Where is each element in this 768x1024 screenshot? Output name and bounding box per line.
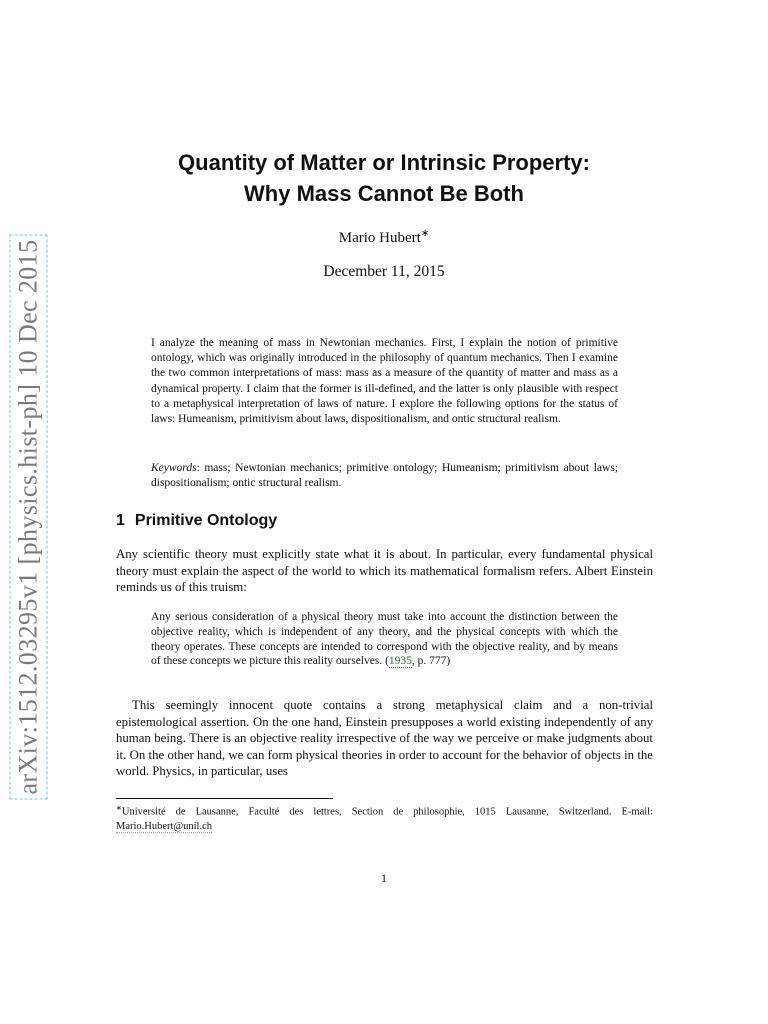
author-footnote-mark[interactable]: ∗: [420, 228, 430, 239]
author-name: Mario Hubert: [338, 230, 421, 246]
einstein-quote: [151, 610, 618, 669]
title-line-2: Why Mass Cannot Be Both: [244, 181, 524, 206]
arxiv-identifier[interactable]: arXiv:1512.03295v1 [physics.hist-ph] 10 Dec 2015: [10, 234, 48, 799]
publication-date: December 11, 2015: [323, 263, 445, 280]
quote-cite-rest: , p. 777): [411, 655, 451, 668]
citation-link[interactable]: 1935: [388, 655, 412, 668]
abstract: I analyze the meaning of mass in Newtonian mechanics. First, I explain the notion of primitive ontology, which was originally introduced in the philosophy of quantum mechanics. Then I examine the two common interpretations of mass: mass as a measure of the quantity of matter and mass as a dynamical property. I claim that the former is ill-defined, and the latter is only plausible with respect to a metaphysical interpretation of laws of nature. I explore the following options for the status of laws: Humeanism, primitivism about laws, dispositionalism, and ontic structural realism.: [151, 337, 618, 426]
keywords: [151, 461, 618, 491]
quote-text: Any serious consideration of a physical theory must take into account the distinction between the objective reality, which is independent of any theory, and the physical concepts with which the theory operates. These concepts are intended to correspond with the objective reality, and by means of these concepts we picture this reality ourselves. (: [151, 611, 618, 668]
keywords-text: : mass; Newtonian mechanics; primitive ontology; Humeanism; primitivism about laws; dispositionalism; ontic structural realism.: [151, 462, 618, 490]
email-link[interactable]: Mario.Hubert@unil.ch: [116, 820, 212, 832]
footnote-rule: [116, 798, 333, 799]
section-number: 1: [116, 512, 125, 529]
footnote-mark: ∗: [116, 804, 122, 812]
body-paragraph-1: Any scientific theory must explicitly state what it is about. In particular, every fundamental physical theory must explain the aspect of the world to which its mathematical formalism refers. Albert Einstein reminds us of this truism:: [116, 547, 653, 595]
section-title: Primitive Ontology: [134, 512, 278, 529]
title-line-1: Quantity of Matter or Intrinsic Property:: [178, 150, 590, 175]
author-line: [100, 228, 668, 247]
footnote-text: Université de Lausanne, Faculté des lettres, Section de philosophie, 1015 Lausanne, Switzerland. E-mail:: [121, 806, 653, 818]
body-paragraph-2: This seemingly innocent quote contains a strong metaphysical claim and a non-trivial epistemological assertion. On the one hand, Einstein presupposes a world existing independently of any human being. There is an objective reality irrespective of the way we perceive or make judgments about it. On the other hand, we can form physical theories in order to account for the behavior of objects in the world. Physics, in particular, uses: [116, 698, 653, 779]
paper-title: [100, 147, 668, 209]
keywords-label: Keywords: [151, 462, 197, 474]
arxiv-stamp-area: [8, 238, 50, 795]
footnote: [116, 801, 653, 834]
section-heading: [116, 512, 277, 530]
page-number: 1: [381, 871, 387, 885]
